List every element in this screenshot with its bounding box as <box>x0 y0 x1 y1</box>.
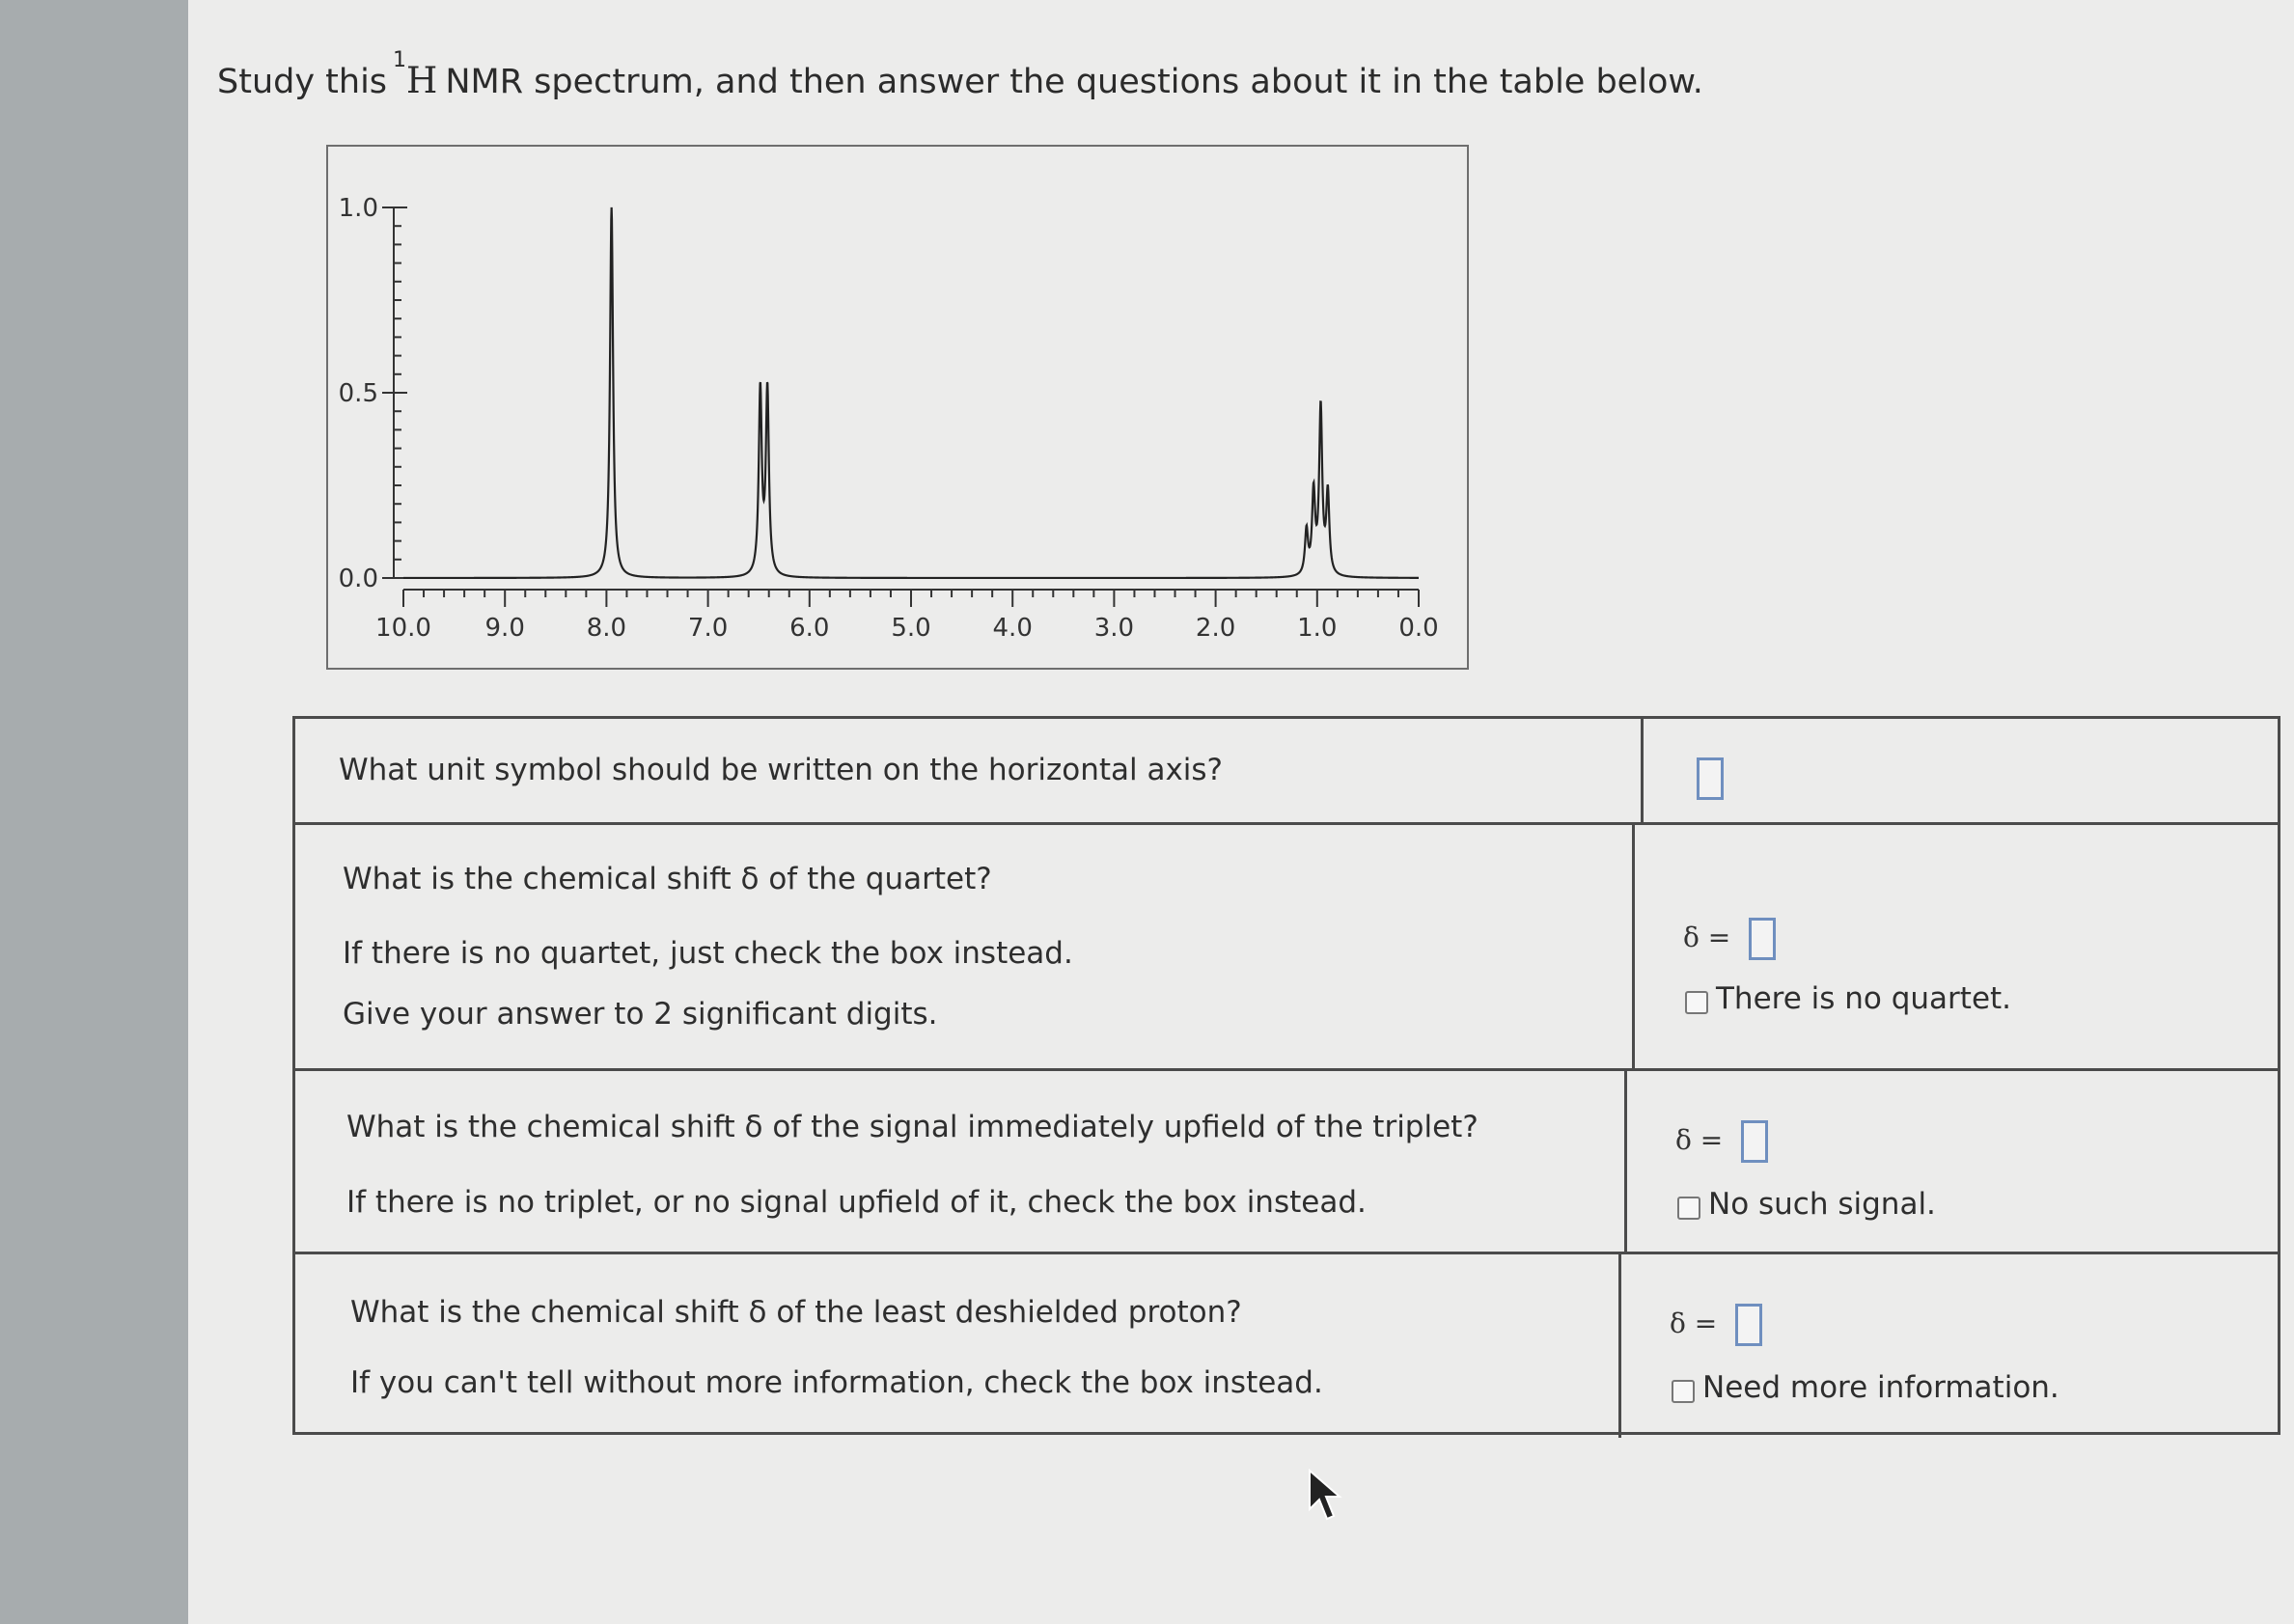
question-text: What is the chemical shift δ of the quartet? <box>343 862 992 896</box>
mouse-cursor-icon <box>1306 1469 1344 1523</box>
prompt-text-before: Study this <box>217 63 388 101</box>
row-quartet <box>292 822 2280 1071</box>
checkbox-label[interactable]: Need more information. <box>1702 1370 2059 1405</box>
row-axis-unit <box>292 716 2280 825</box>
question-cell <box>292 1071 1627 1254</box>
answer-checkbox[interactable] <box>1677 1197 1700 1220</box>
delta-answer-input[interactable] <box>1741 1120 1768 1163</box>
question-cell <box>292 1254 1621 1438</box>
answer-cell <box>1627 1071 2278 1254</box>
delta-label: δ = <box>1675 1124 1724 1156</box>
prompt-text-after: NMR spectrum, and then answer the questions about it in the table below. <box>445 63 1703 101</box>
spectrum-trace <box>403 207 1419 578</box>
delta-answer-input[interactable] <box>1749 918 1776 960</box>
delta-label: δ = <box>1683 922 1731 953</box>
question-prompt <box>217 48 1703 101</box>
unit-answer-input[interactable] <box>1697 757 1724 800</box>
question-table <box>292 716 2280 1435</box>
x-tick-label: 0.0 <box>1398 614 1439 643</box>
nmr-spectrum-chart <box>326 145 1469 670</box>
x-tick-label: 8.0 <box>586 614 627 643</box>
x-tick-label: 6.0 <box>789 614 830 643</box>
x-tick-label: 10.0 <box>375 614 431 643</box>
y-tick-label: 0.5 <box>338 379 378 408</box>
delta-answer-input[interactable] <box>1735 1304 1762 1346</box>
checkbox-label[interactable]: There is no quartet. <box>1716 981 2012 1016</box>
question-text: What unit symbol should be written on the horizontal axis? <box>339 753 1224 787</box>
x-tick-label: 3.0 <box>1093 614 1135 643</box>
answer-checkbox[interactable] <box>1672 1380 1695 1403</box>
question-text: What is the chemical shift δ of the least deshielded proton? <box>350 1295 1242 1330</box>
monitor-bezel <box>0 0 188 1624</box>
page <box>188 0 2294 1624</box>
isotope-superscript: 1 <box>393 48 407 73</box>
checkbox-label[interactable]: No such signal. <box>1708 1187 1936 1222</box>
x-tick-label: 4.0 <box>992 614 1033 643</box>
y-tick-label: 1.0 <box>338 194 378 223</box>
nucleus-symbol: H <box>406 60 438 101</box>
answer-cell <box>1621 1254 2278 1438</box>
answer-cell <box>1644 719 2278 825</box>
answer-cell <box>1635 825 2278 1071</box>
x-tick-label: 7.0 <box>687 614 729 643</box>
question-cell <box>292 719 1644 825</box>
x-tick-label: 5.0 <box>891 614 931 643</box>
row-least-deshielded <box>292 1252 2280 1438</box>
x-tick-label: 1.0 <box>1297 614 1338 643</box>
x-tick-label: 9.0 <box>484 614 525 643</box>
spectrum-svg <box>328 147 1467 668</box>
y-tick-label: 0.0 <box>338 564 378 593</box>
delta-label: δ = <box>1670 1307 1718 1339</box>
x-tick-label: 2.0 <box>1195 614 1236 643</box>
answer-checkbox[interactable] <box>1685 991 1708 1014</box>
question-text: If there is no quartet, just check the box instead. <box>343 936 1073 971</box>
question-text: Give your answer to 2 significant digits. <box>343 997 938 1032</box>
question-text: If you can't tell without more information, check the box instead. <box>350 1365 1323 1400</box>
question-text: If there is no triplet, or no signal upfield of it, check the box instead. <box>346 1185 1367 1220</box>
question-cell <box>292 825 1635 1071</box>
row-upfield-triplet <box>292 1068 2280 1254</box>
question-text: What is the chemical shift δ of the signal immediately upfield of the triplet? <box>346 1110 1479 1144</box>
